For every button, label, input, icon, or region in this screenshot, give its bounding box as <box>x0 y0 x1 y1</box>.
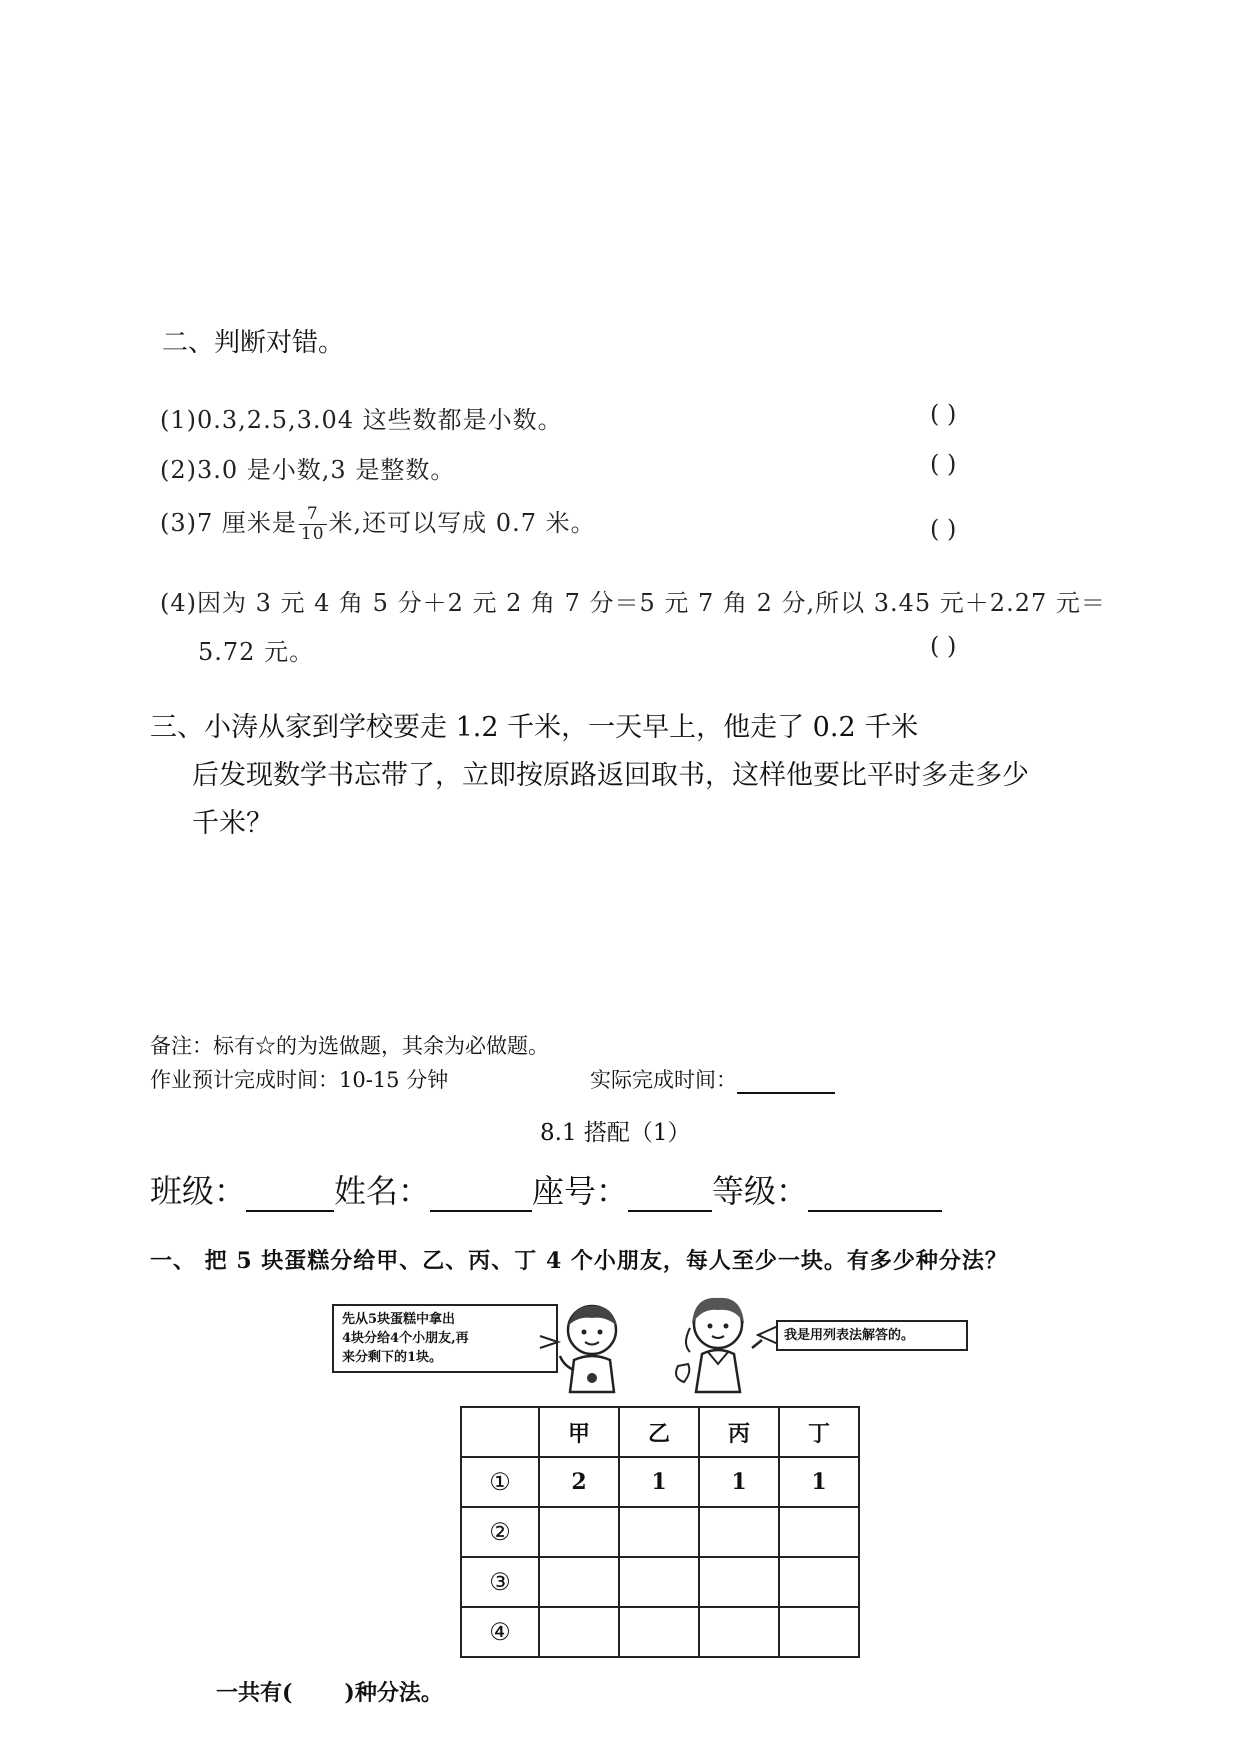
judge-item-3 <box>160 503 596 544</box>
judge-item-4-line1: (4)因为 3 元 4 角 5 分＋2 元 2 角 7 分＝5 元 7 角 2 分,所以 3.45 元＋2.27 元＝ <box>160 589 1106 617</box>
table-row <box>461 1607 859 1657</box>
answer-paren-1[interactable]: ( ) <box>930 400 957 428</box>
section2-title: 二、判断对错。 <box>162 328 345 358</box>
class-label: 班级： <box>150 1172 247 1210</box>
grade-blank[interactable] <box>808 1174 942 1212</box>
table-cell[interactable] <box>539 1557 619 1607</box>
header-cell-corner <box>461 1407 539 1457</box>
name-label: 姓名： <box>334 1172 431 1210</box>
table-cell[interactable] <box>619 1557 699 1607</box>
table-cell[interactable] <box>699 1557 779 1607</box>
name-blank[interactable] <box>430 1174 532 1212</box>
fraction-numerator: 7 <box>299 505 327 525</box>
student-info-line <box>150 1166 942 1212</box>
answer-paren-4[interactable]: ( ) <box>930 632 957 660</box>
table-cell[interactable] <box>779 1557 859 1607</box>
table-header-row <box>461 1407 859 1457</box>
bubble-left-line3: 来分剩下的1块。 <box>342 1350 443 1365</box>
table-row <box>461 1557 859 1607</box>
worksheet-title: 8.1 搭配（1） <box>540 1120 691 1146</box>
remark-note: 备注：标有☆的为选做题，其余为必做题。 <box>150 1034 549 1058</box>
speech-bubble-right: 我是用列表法解答的。 <box>776 1320 968 1351</box>
table-cell: 1 <box>779 1457 859 1507</box>
row-label: ④ <box>461 1607 539 1657</box>
table-cell[interactable] <box>699 1507 779 1557</box>
table-cell[interactable] <box>619 1507 699 1557</box>
table-cell[interactable] <box>539 1507 619 1557</box>
seat-blank[interactable] <box>628 1174 712 1212</box>
fraction-denominator: 10 <box>300 524 325 544</box>
table-cell[interactable] <box>779 1507 859 1557</box>
section3-line2: 后发现数学书忘带了，立即按原路返回取书，这样他要比平时多走多少 <box>192 760 1029 791</box>
total-pre: 一共有( <box>216 1680 293 1706</box>
bubble-pointer-icon <box>756 1320 778 1350</box>
table-row <box>461 1457 859 1507</box>
header-cell-ding: 丁 <box>779 1407 859 1457</box>
row-label: ② <box>461 1507 539 1557</box>
table-cell[interactable] <box>619 1607 699 1657</box>
fraction <box>299 505 327 544</box>
actual-time-label: 实际完成时间： <box>590 1068 737 1092</box>
header-cell-bing: 丙 <box>699 1407 779 1457</box>
seat-label: 座号： <box>532 1172 629 1210</box>
actual-time-blank[interactable] <box>737 1070 835 1094</box>
answer-paren-3[interactable]: ( ) <box>930 515 957 543</box>
judge-item-4-line2: 5.72 元。 <box>198 638 315 666</box>
table-cell[interactable] <box>779 1607 859 1657</box>
judge-item-2: (2)3.0 是小数,3 是整数。 <box>160 456 456 484</box>
actual-time <box>590 1064 835 1094</box>
table-cell: 1 <box>619 1457 699 1507</box>
row-label: ① <box>461 1457 539 1507</box>
class-blank[interactable] <box>246 1174 334 1212</box>
bubble-left-line1: 先从5块蛋糕中拿出 <box>342 1312 456 1327</box>
judge-item-1: (1)0.3,2.5,3.04 这些数都是小数。 <box>160 406 563 434</box>
distribution-table <box>460 1406 860 1658</box>
header-cell-jia: 甲 <box>539 1407 619 1457</box>
section3-line3: 千米？ <box>192 808 273 839</box>
table-cell: 2 <box>539 1457 619 1507</box>
table-cell[interactable] <box>699 1607 779 1657</box>
question1-text: 一、 把 5 块蛋糕分给甲、乙、丙、丁 4 个小朋友，每人至少一块。有多少种分法？ <box>150 1248 1008 1274</box>
grade-label: 等级： <box>712 1172 809 1210</box>
table-cell: 1 <box>699 1457 779 1507</box>
estimated-time: 作业预计完成时间：10-15 分钟 <box>150 1068 449 1092</box>
judge-item-3-pre: (3)7 厘米是 <box>160 509 297 537</box>
bubble-left-line2: 4块分给4个小朋友,再 <box>342 1331 469 1346</box>
row-label: ③ <box>461 1557 539 1607</box>
boy-cartoon-icon <box>520 1296 640 1396</box>
answer-paren-2[interactable]: ( ) <box>930 450 957 478</box>
header-cell-yi: 乙 <box>619 1407 699 1457</box>
total-post: )种分法。 <box>344 1680 443 1706</box>
section3-line1: 三、小涛从家到学校要走 1.2 千米，一天早上，他走了 0.2 千米 <box>150 712 919 743</box>
judge-item-3-post: 米,还可以写成 0.7 米。 <box>328 509 596 537</box>
table-cell[interactable] <box>539 1607 619 1657</box>
table-row <box>461 1507 859 1557</box>
total-methods-line <box>216 1676 443 1707</box>
